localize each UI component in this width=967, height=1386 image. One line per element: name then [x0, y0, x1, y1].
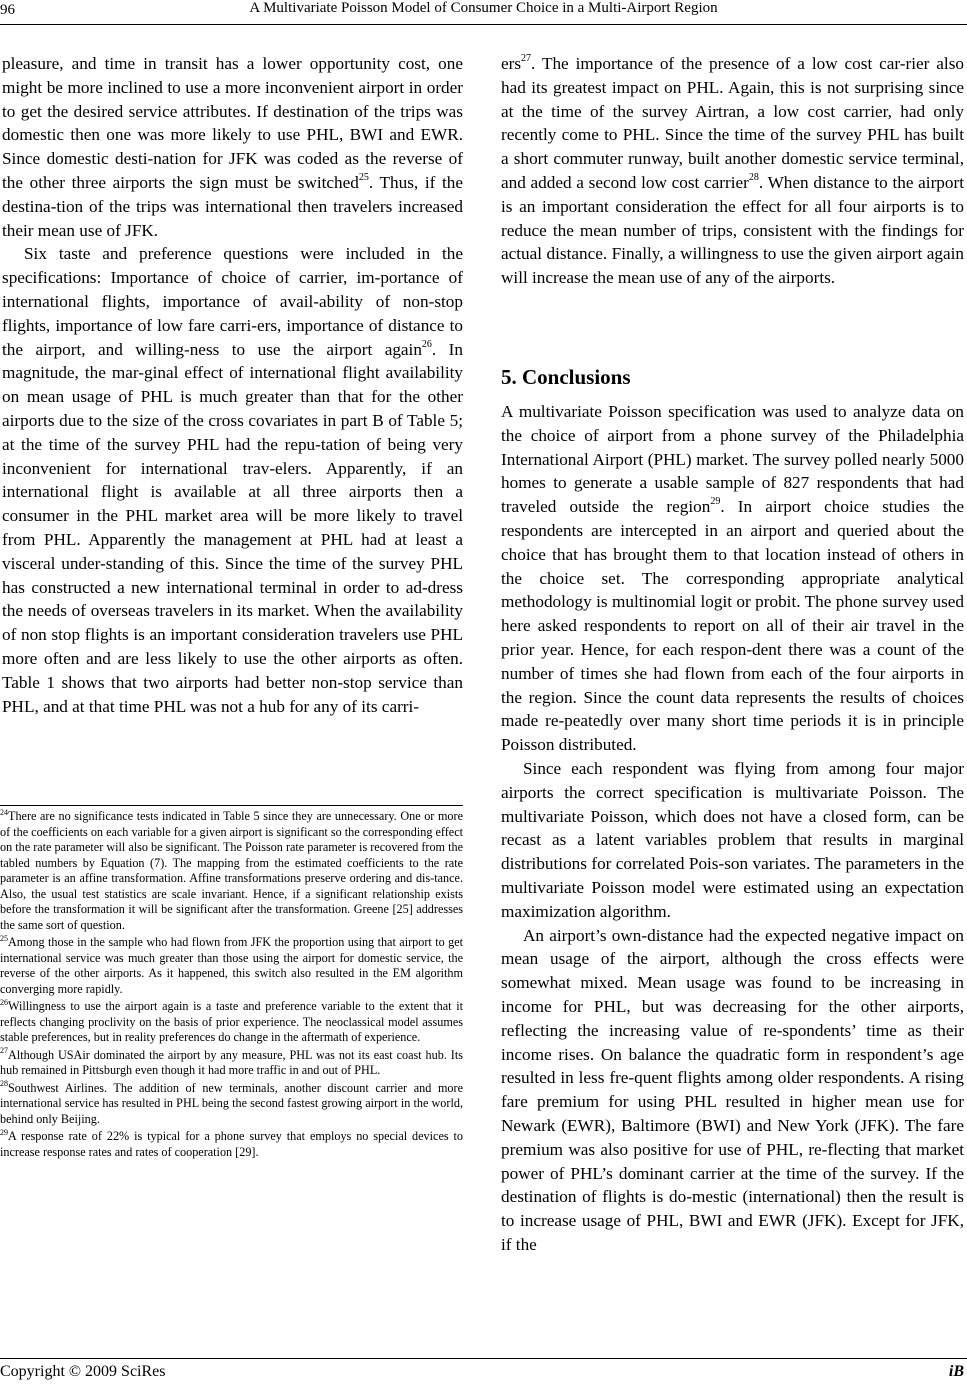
- footnote-ref[interactable]: 25: [358, 172, 369, 184]
- text-run: . Thus, if the destina-tion of the trips was international then travelers increased their mean use of JFK.: [2, 172, 463, 240]
- footnote-number: 28: [0, 1079, 8, 1089]
- paragraph: [2, 242, 463, 718]
- footnote: [0, 1129, 463, 1160]
- footnote-number: 26: [0, 997, 8, 1007]
- footnote-ref[interactable]: 27: [521, 53, 532, 65]
- footnote: [0, 935, 463, 997]
- text-run: . When distance to the airport is an important consideration the effect for all four airports is to reduce the mean number of trips, consistent with the findings for actual distance. Finally, a willingness to use the given airport again will increase the mean use of any of the airports.: [501, 172, 964, 288]
- footnote-ref[interactable]: 26: [421, 338, 432, 350]
- footnote-number: 24: [0, 807, 8, 817]
- footer-divider: [0, 1358, 967, 1359]
- footnote-number: 27: [0, 1046, 8, 1056]
- footnote-text: Southwest Airlines. The addition of new terminals, another discount carrier and more international service has resulted in PHL being the second fastest growing airport in the world, behind only Beijing.: [0, 1080, 463, 1126]
- footnote-ref[interactable]: 29: [710, 496, 721, 508]
- paragraph: [501, 52, 964, 290]
- section-heading: 5. Conclusions: [501, 365, 631, 389]
- footnote: [0, 809, 463, 933]
- footnote-text: Willingness to use the airport again is a taste and preference variable to the extent that it reflects changing proclivity on the basis of prior experience. The neoclassical model assumes stable preferences, but in reality preferences do change in the aftermath of experience.: [0, 999, 463, 1044]
- right-column-top: [501, 52, 964, 290]
- footnotes: [0, 809, 463, 1162]
- footnote: [0, 1048, 463, 1079]
- page-header: [0, 0, 967, 26]
- footnote-number: 29: [0, 1127, 8, 1137]
- footnote: [0, 999, 463, 1046]
- footnote-text: Although USAir dominated the airport by any measure, PHL was not its east coast hub. Its hub remained in Pittsburgh even though it had more traffic in and out of PHL.: [0, 1047, 463, 1077]
- left-column: [2, 52, 463, 718]
- footnote-text: There are no significance tests indicated in Table 5 since they are unnecessary. One or more of the coefficients on each variable for a given airport is significant so the corresponding effect on the rate parameter will also be significant. The Poisson rate parameter is recovered from the tabled numbers by Equation (7). The mapping from the estimated coefficients to the rate parameter is an affine transformation. Affine transformations preserve ordering and dis-tance. Also, the usual test statistics are scale invariant. Hence, if a significant relationship exists before the transformation it will be significant after the transformation. Greene [25] addresses the same sort of question.: [0, 809, 463, 932]
- footnote: [0, 1081, 463, 1128]
- right-column-bottom: [501, 400, 964, 1257]
- paragraph: An airport’s own-distance had the expected negative impact on mean usage of the airport, although the cross effects were somewhat mixed. Mean usage was found to be increasing in income for PHL, but was decreasing for the other airports, reflecting the increasing value of re-spondents’ time as their income rises. On balance the quadratic form in respondent’s age resulted in less fre-quent flights among older respondents. A rising fare premium for using PHL resulted in higher mean use for Newark (EWR), Baltimore (BWI) and New York (JFK). The fare premium was also positive for use of PHL, re-flecting that market power of PHL’s dominant carrier at the time of the survey. If the destination of flights is do-mestic (international) then the result is to increase usage of PHL, BWI and EWR (JFK). Except for JFK, if the: [501, 925, 964, 1254]
- footnote-divider: [0, 805, 463, 806]
- footnote-number: 25: [0, 933, 8, 943]
- footnote-ref[interactable]: 28: [748, 172, 759, 184]
- running-title: A Multivariate Poisson Model of Consumer Choice in a Multi-Airport Region: [249, 0, 718, 16]
- paragraph: [2, 52, 463, 242]
- text-run: ers: [501, 54, 522, 73]
- header-divider: [0, 24, 967, 25]
- text-run: . In airport choice studies the respondents are intercepted in an airport and queried about the choice that has brought them to that location instead of others in the choice set. The corresponding appropriate analytical methodology is multinomial logit or probit. The phone survey used here asked respondents to report on all of their air travel in the prior year. Hence, for each respon-dent there was a count of the number of times she had flown from each of the four airports in the region. Since the count data represents the results of choices made re-peatedly over many short time periods it is in principle Poisson distributed.: [501, 497, 964, 755]
- text-run: pleasure, and time in transit has a lower opportunity cost, one might be more inclined to use a more inconvenient airport in order to get the desired service attributes. If destination of the trips was domestic then one was more likely to use PHL, BWI and EWR. Since domestic desti-nation for JFK was coded as the reverse of the other three airports the sign must be switched: [2, 54, 463, 192]
- text-run: . In magnitude, the mar-ginal effect of international flight availability on mean usage of PHL is much greater than that for the other airports due to the size of the cross covariates in part B of Table 5; at the time of the survey PHL had the repu-tation of being very inconvenient for international trav-elers. Apparently, if an international flight is available at all three airports then a consumer in the PHL market area will be more likely to travel from PHL. Apparently the management at PHL had at least a visceral under-standing of this. Since the time of the survey PHL has constructed a new international terminal in order to ad-dress the needs of overseas travelers in its market. When the availability of non stop flights is an important consideration travelers use PHL more often and are less likely to use the other airports as often. Table 1 shows that two airports had better non-stop service than PHL, and at that time PHL was not a hub for any of its carri-: [2, 339, 463, 716]
- footnote-text: A response rate of 22% is typical for a phone survey that employs no special devices to increase response rates and rates of cooperation [29].: [0, 1129, 463, 1159]
- page-number: 96: [0, 2, 15, 18]
- text-run: Six taste and preference questions were included in the specifications: Importance of choice of carrier, im-portance of international flights, importance of avail-ability of non-stop flights, importance of low fare carri-ers, importance of distance to the airport, and willing-ness to use the airport again: [2, 244, 463, 359]
- paragraph: [501, 400, 964, 757]
- copyright: Copyright © 2009 SciRes: [0, 1363, 166, 1380]
- text-run: A multivariate Poisson specification was used to analyze data on the choice of airport from a phone survey of the Philadelphia International Airport (PHL) market. The survey polled nearly 5000 homes to generate a usable sample of 827 respondents that had traveled outside the region: [501, 402, 964, 517]
- text-run: . The importance of the presence of a low cost car-rier also had its greatest impact on PHL. Again, this is not surprising since at the time of the survey Airtran, a low cost carrier, had only recently come to PHL. Since the time of the survey PHL has built a short commuter runway, built another domestic service terminal, and added a second low cost carrier: [501, 54, 964, 192]
- journal-mark: iB: [948, 1363, 964, 1380]
- paragraph: Since each respondent was flying from among four major airports the correct specification is multivariate Poisson. The multivariate Poisson, which does not have a closed form, can be recast as a latent variables problem that results in marginal distributions for correlated Pois-son variates. The parameters in the multivariate Poisson model were estimated using an expectation maximization algorithm.: [501, 758, 964, 921]
- footnote-text: Among those in the sample who had flown from JFK the proportion using that airport to get international service was much greater than those using the airport for domestic service, the reverse of the other airports. As it happened, this switch also resulted in the EM algorithm converging more rapidly.: [0, 935, 463, 996]
